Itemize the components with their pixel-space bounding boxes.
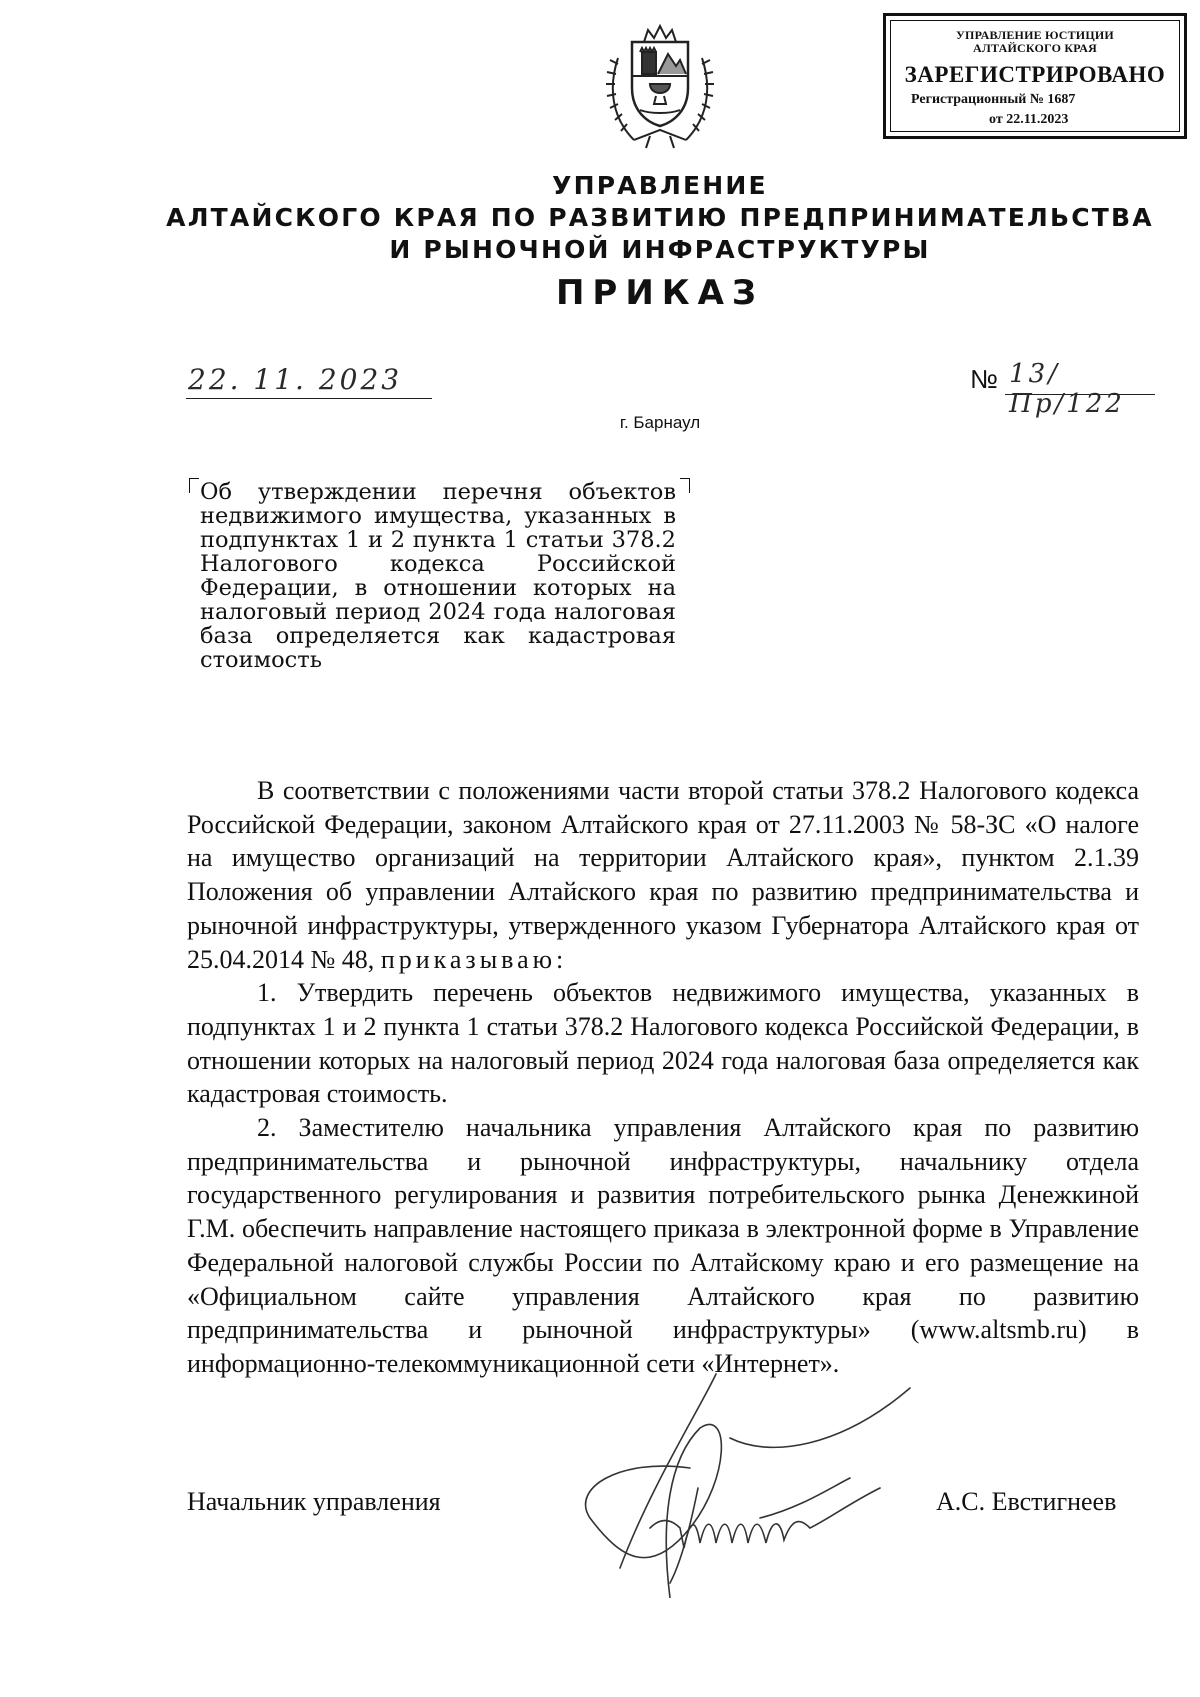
stamp-authority-line1: УПРАВЛЕНИЕ ЮСТИЦИИ xyxy=(956,28,1114,42)
subject-corner-right xyxy=(680,478,690,493)
stamp-reg-date-text: от 22.11.2023 xyxy=(989,112,1069,127)
number-field xyxy=(1005,359,1155,419)
order-word: приказываю: xyxy=(380,944,568,974)
document-body xyxy=(187,774,1139,1381)
organization-name xyxy=(0,170,1200,266)
stamp-authority-line2: АЛТАЙСКОГО КРАЯ xyxy=(973,41,1097,55)
city-label: г. Барнаул xyxy=(619,413,701,432)
registration-stamp-inner xyxy=(890,20,1180,132)
organization-name-line2: АЛТАЙСКОГО КРАЯ ПО РАЗВИТИЮ ПРЕДПРИНИМАТЕЛЬСТВА xyxy=(166,203,1154,232)
signatory-position: Начальник управления xyxy=(187,1487,441,1516)
signatory-name: А.С. Евстигнеев xyxy=(936,1487,1117,1516)
stamp-reg-date xyxy=(891,111,1179,128)
registration-stamp xyxy=(883,13,1187,139)
date-field xyxy=(186,365,432,399)
document-type-title: ПРИКАЗ xyxy=(555,273,765,313)
document-number xyxy=(970,359,1155,419)
preamble-text: В соответствии с положениями части второй статьи 378.2 Налогового кодекса Российской Федерации, законом Алтайского края от 27.11.2003 № 58-ЗС «О налоге на имущество организаций на территории Алтайского края», пунктом 2.1.39 Положения об управлении Алтайского края по развитию предпринимательства и рыночной инфраструктуры, утвержденного указом Губернатора Алтайского края от 25.04.2014 № 48, xyxy=(187,776,1139,974)
stamp-title: ЗАРЕГИСТРИРОВАНО xyxy=(904,62,1166,87)
handwritten-signature xyxy=(500,1368,920,1598)
handwritten-date: 22. 11. 2023 xyxy=(188,363,403,396)
stamp-reg-number: Регистрационный № 1687 xyxy=(911,92,1076,107)
body-item-2: 2. Заместителю начальника управления Алтайского края по развитию предпринимательства и рыночной инфраструктуры, начальнику отдела государственного регулирования и развития потребительского рынка Денежкиной Г.М. обеспечить направление настоящего приказа в электронной форме в Управление Федеральной налоговой службы России по Алтайскому краю и его размещение на «Официальном сайте управления Алтайского края по развитию предпринимательства и рыночной инфраструктуры» (www.altsmb.ru) в информационно-телекоммуникационной сети «Интернет». xyxy=(187,1113,1139,1378)
number-sign: № xyxy=(970,364,998,394)
subject-corner-left xyxy=(189,478,199,493)
organization-name-line3: И РЫНОЧНОЙ ИНФРАСТРУКТУРЫ xyxy=(389,235,931,264)
body-preamble xyxy=(187,774,1139,976)
coat-of-arms-emblem xyxy=(604,18,716,150)
handwritten-number: 13/Пр/122 xyxy=(1009,359,1125,419)
document-subject: Об утверждении перечня объектов недвижимого имущества, указанных в подпунктах 1 и 2 пункта 1 статьи 378.2 Налогового кодекса Российской Федерации, в отношении которых на налоговый период 2024 года налоговая база определяется как кадастровая стоимость xyxy=(200,479,676,673)
organization-name-line1: УПРАВЛЕНИЕ xyxy=(552,171,768,200)
body-item-1: 1. Утвердить перечень объектов недвижимого имущества, указанных в подпунктах 1 и 2 пункта 1 статьи 378.2 Налогового кодекса Российской Федерации, в отношении которых на налоговый период 2024 года налоговая база определяется как кадастровая стоимость. xyxy=(187,978,1139,1109)
